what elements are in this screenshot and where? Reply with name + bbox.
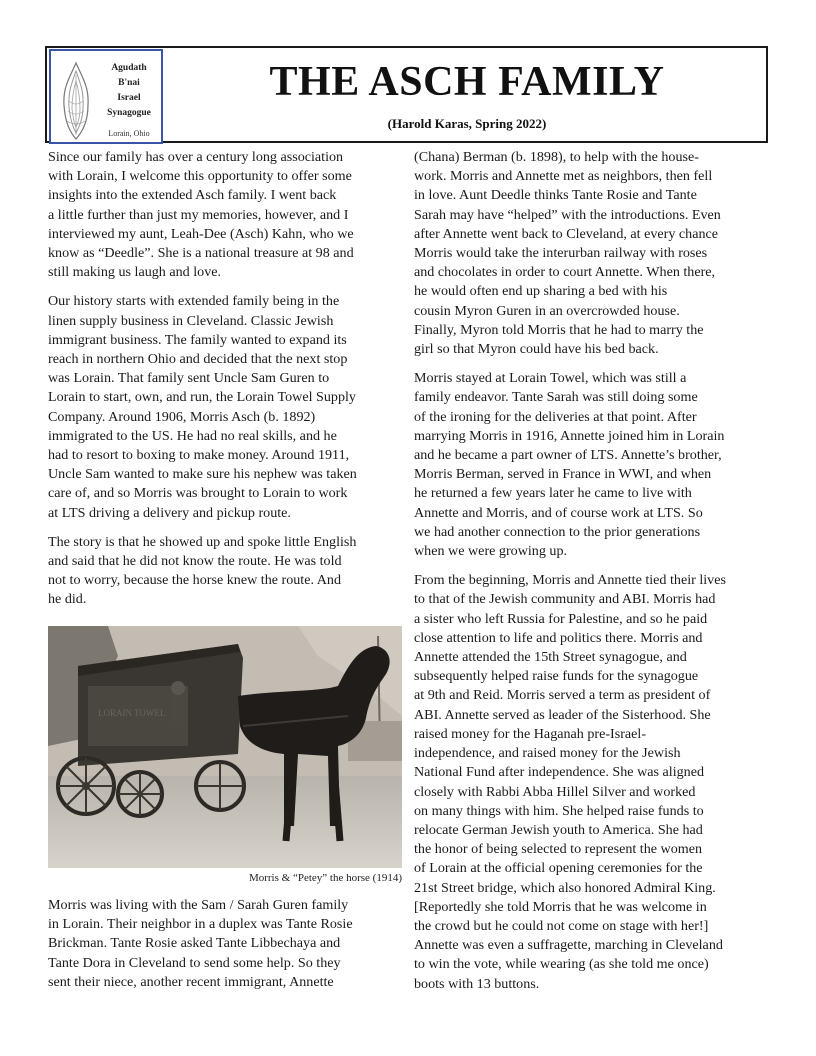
text-line: National Fund after independence. She was aligned	[414, 764, 705, 781]
text-line: was Lorain. That family sent Uncle Sam Guren to	[48, 370, 330, 387]
text-line: on many things with him. She helped raise funds to	[414, 802, 704, 819]
logo-line: B'nai	[118, 78, 140, 88]
text-line: From the beginning, Morris and Annette tied their lives	[414, 572, 726, 589]
text-line: and chocolates in order to court Annette. When there,	[414, 264, 716, 281]
text-line: and said that he did not know the route. He was told	[48, 553, 342, 570]
text-line: interviewed my aunt, Leah-Dee (Asch) Kahn, who we	[48, 225, 354, 242]
text-line: of the ironing for the deliveries at that point. After	[414, 408, 697, 425]
page-title: THE ASCH FAMILY	[269, 59, 665, 105]
paragraph	[414, 369, 770, 561]
text-line: had to resort to boxing to make money. Around 1911,	[48, 447, 350, 464]
paragraph	[414, 148, 770, 359]
flame-emblem-icon	[59, 61, 93, 141]
logo-city: Lorain, Ohio	[108, 129, 150, 138]
text-line: sent their niece, another recent immigrant, Annette	[48, 973, 334, 990]
paragraph	[48, 896, 400, 992]
text-line: cousin Myron Guren in an overcrowded house.	[414, 302, 680, 319]
text-line: (Chana) Berman (b. 1898), to help with the house-	[414, 149, 699, 165]
text-line: close attention to life and politics there. Morris and	[414, 629, 703, 646]
historic-photo	[48, 626, 402, 868]
text-line: he returned a few years later he came to live with	[414, 485, 692, 502]
paragraph	[48, 148, 400, 282]
text-line: in love. Aunt Deedle thinks Tante Rosie and Tante	[414, 187, 697, 204]
text-line: Sarah may have “helped” with the introductions. Even	[414, 206, 721, 223]
text-line: at LTS driving a delivery and pickup route.	[48, 504, 291, 521]
text-line: we had another connection to the prior generations	[414, 523, 701, 540]
text-line: care of, and so Morris was brought to Lorain to work	[48, 485, 348, 502]
text-line: Morris would take the interurban railway with roses	[414, 245, 708, 262]
text-line: linen supply business in Cleveland. Classic Jewish	[48, 312, 334, 329]
text-line: Our history starts with extended family being in the	[48, 293, 340, 310]
text-line: a sister who left Russia for Palestine, and so he paid	[414, 610, 708, 627]
text-line: Company. Around 1906, Morris Asch (b. 1892)	[48, 408, 316, 425]
paragraph	[414, 571, 770, 993]
text-line: closely with Rabbi Abba Hillel Silver and worked	[414, 783, 696, 800]
byline: (Harold Karas, Spring 2022)	[387, 116, 547, 131]
text-line: in Lorain. Their neighbor in a duplex was Tante Rosie	[48, 916, 353, 933]
masthead	[45, 46, 768, 143]
paragraph	[48, 533, 400, 610]
text-line: Lorain to start, own, and run, the Lorain Towel Supply	[48, 389, 356, 406]
text-line: insights into the extended Asch family. I went back	[48, 187, 337, 204]
logo-name	[97, 61, 161, 121]
text-line: The story is that he showed up and spoke little English	[48, 533, 357, 550]
text-line: to that of the Jewish community and ABI. Morris had	[414, 591, 716, 608]
text-line: with Lorain, I welcome this opportunity to offer some	[48, 168, 352, 185]
text-line: Morris was living with the Sam / Sarah Guren family	[48, 897, 349, 913]
text-line: he did.	[48, 591, 87, 608]
text-line: Annette was even a suffragette, marching in Cleveland	[414, 937, 723, 954]
svg-text:LORAIN TOWEL: LORAIN TOWEL	[98, 708, 166, 718]
text-line: reach in northern Ohio and decided that the next stop	[48, 351, 348, 368]
photo-caption: Morris & “Petey” the horse (1914)	[248, 872, 402, 884]
text-line: raised money for the Haganah pre-Israel-	[414, 725, 647, 742]
text-line: relocate German Jewish youth to America. She had	[414, 821, 703, 838]
text-line: independence, and raised money for the Jewish	[414, 745, 681, 762]
paragraph	[48, 292, 400, 522]
text-line: Finally, Myron told Morris that he had to marry the	[414, 321, 704, 338]
text-line: immigrant business. The family wanted to expand its	[48, 331, 347, 348]
text-line: family endeavor. Tante Sarah was still doing some	[414, 389, 698, 406]
text-line: not to worry, because the horse knew the route. And	[48, 572, 342, 589]
text-line: of Lorain at the official opening ceremonies for the	[414, 860, 703, 877]
text-line: Annette attended the 15th Street synagogue, and	[414, 649, 687, 666]
logo-line: Agudath	[111, 63, 147, 73]
left-column	[48, 148, 400, 620]
text-line: Brickman. Tante Rosie asked Tante Libbechaya and	[48, 935, 341, 952]
text-line: girl so that Myron could have his bed back.	[414, 341, 659, 358]
logo-line: Israel	[117, 93, 141, 103]
synagogue-logo	[49, 49, 163, 144]
text-line: Morris stayed at Lorain Towel, which was still a	[414, 370, 687, 387]
text-line: after Annette went back to Cleveland, at every chance	[414, 225, 719, 242]
text-line: subsequently helped raise funds for the synagogue	[414, 668, 699, 685]
text-line: ABI. Annette served as leader of the Sisterhood. She	[414, 706, 711, 723]
text-line: still making us laugh and love.	[48, 264, 222, 281]
text-line: the crowd but he could not come on stage with her!]	[414, 917, 709, 934]
text-line: immigrated to the US. He had no real skills, and he	[48, 427, 337, 444]
text-line: at 9th and Reid. Morris served a term as president of	[414, 687, 711, 704]
text-line: Uncle Sam wanted to make sure his nephew was taken	[48, 466, 357, 483]
text-line: [Reportedly she told Morris that he was welcome in	[414, 898, 707, 915]
text-line: marrying Morris in 1916, Annette joined him in Lorain	[414, 427, 725, 444]
text-line: he would often end up sharing a bed with his	[414, 283, 668, 300]
text-line: Since our family has over a century long association	[48, 149, 344, 165]
text-line: the honor of being selected to represent the women	[414, 841, 703, 858]
text-line: know as “Deedle”. She is a national treasure at 98 and	[48, 245, 354, 262]
logo-line: Synagogue	[107, 108, 151, 118]
text-line: Morris Berman, served in France in WWI, and when	[414, 466, 712, 483]
left-column-continued	[48, 896, 400, 1002]
right-column	[414, 148, 770, 1004]
text-line: when we were growing up.	[414, 543, 568, 560]
text-line: Annette and Morris, and of course work at LTS. So	[414, 504, 703, 521]
text-line: to win the vote, while wearing (as she told me once)	[414, 956, 709, 973]
text-line: boots with 13 buttons.	[414, 975, 540, 992]
text-line: and he became a part owner of LTS. Annette’s brother,	[414, 447, 722, 464]
text-line: a little further than just my memories, however, and I	[48, 206, 349, 223]
text-line: work. Morris and Annette met as neighbors, then fell	[414, 168, 713, 185]
wagon-and-horse-image	[48, 626, 402, 868]
text-line: Tante Dora in Cleveland to send some help. So they	[48, 954, 341, 971]
text-line: 21st Street bridge, which also honored Admiral King.	[414, 879, 716, 896]
